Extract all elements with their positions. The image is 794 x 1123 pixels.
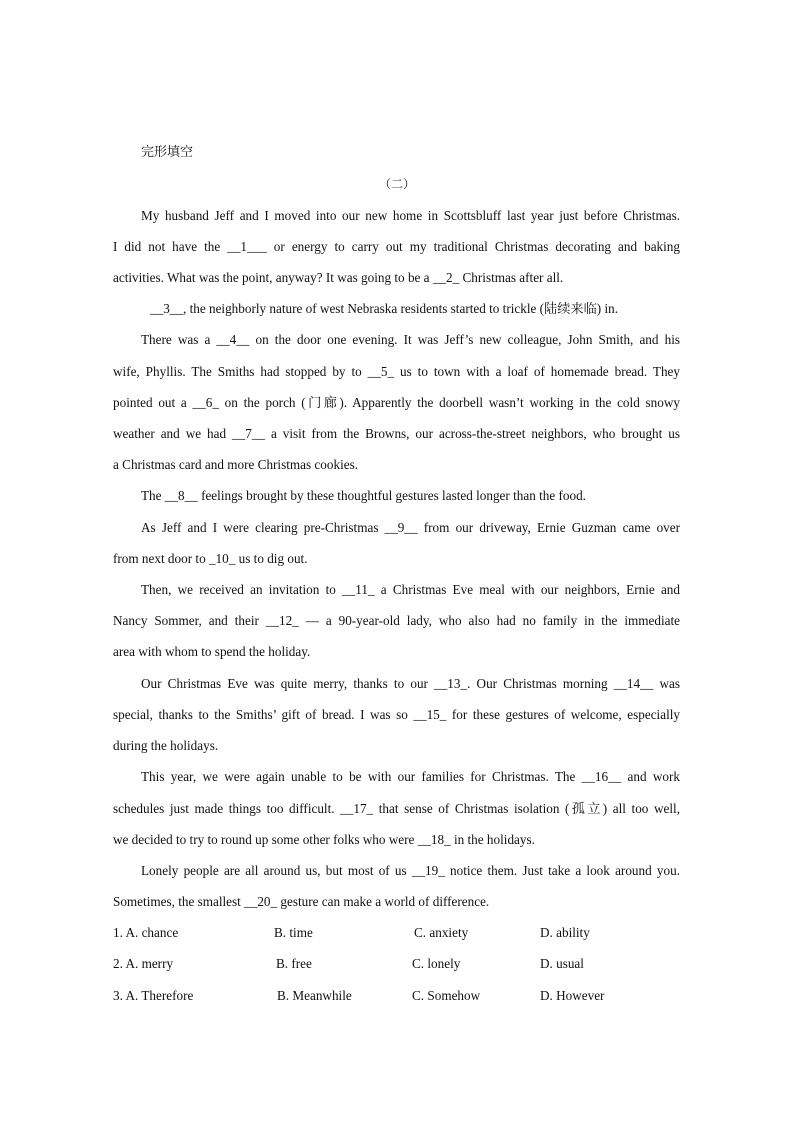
option-c: C. Somehow [412,988,481,1003]
passage-line: The __8__ feelings brought by these thoughtful gestures lasted longer than the food. [141,488,586,503]
passage-line: special, thanks to the Smiths’ gift of bread. I was so __15_ for these gestures of welcome, especially [113,707,680,722]
option-c: C. anxiety [414,925,469,940]
option-d: D. usual [540,956,584,971]
option-a: 1. A. chance [113,925,179,940]
passage-line: Then, we received an invitation to __11_ a Christmas Eve meal with our neighbors, Ernie and [141,582,680,597]
option-d: D. However [540,988,605,1003]
passage-line: My husband Jeff and I moved into our new home in Scottsbluff last year just before Christmas. [141,208,680,223]
passage-line: Sometimes, the smallest __20_ gesture can make a world of difference. [113,894,490,909]
passage-line: __3__, the neighborly nature of west Nebraska residents started to trickle (陆续来临) in. [150,301,619,316]
option-b: B. free [276,956,312,971]
passage-line: Nancy Sommer, and their __12_ — a 90-year-old lady, who also had no family in the immediate [113,613,680,628]
option-c: C. lonely [412,956,461,971]
passage-line: As Jeff and I were clearing pre-Christmas __9__ from our driveway, Ernie Guzman came over [141,520,680,535]
passage-line: from next door to _10_ us to dig out. [113,551,308,566]
passage-line: during the holidays. [113,738,219,753]
passage-line: schedules just made things too difficult. __17_ that sense of Christmas isolation (孤立) all too well, [113,801,680,816]
passage-line: This year, we were again unable to be with our families for Christmas. The __16__ and work [141,769,680,784]
passage-line: wife, Phyllis. The Smiths had stopped by to __5_ us to town with a loaf of homemade bread. They [113,364,680,379]
option-a: 2. A. merry [113,956,174,971]
passage-line: area with whom to spend the holiday. [113,644,311,659]
passage-line: I did not have the __1___ or energy to carry out my traditional Christmas decorating and baking [113,239,680,254]
passage-line: weather and we had __7__ a visit from the Browns, our across-the-street neighbors, who brought us [113,426,680,441]
section-title: 完形填空 [141,145,194,160]
passage-line: we decided to try to round up some other folks who were __18_ in the holidays. [113,832,535,847]
passage-line: Lonely people are all around us, but most of us __19_ notice them. Just take a look around you. [141,863,680,878]
option-b: B. Meanwhile [277,988,352,1003]
option-a: 3. A. Therefore [113,988,194,1003]
passage-line: There was a __4__ on the door one evening. It was Jeff’s new colleague, John Smith, and his [141,332,680,347]
option-d: D. ability [540,925,590,940]
part-label: （二） [378,177,415,191]
option-b: B. time [274,925,313,940]
passage-line: activities. What was the point, anyway? It was going to be a __2_ Christmas after all. [113,270,564,285]
passage-line: Our Christmas Eve was quite merry, thanks to our __13_. Our Christmas morning __14__ was [141,676,680,691]
passage-line: a Christmas card and more Christmas cookies. [113,457,359,472]
passage-line: pointed out a __6_ on the porch (门廊). Apparently the doorbell wasn’t working in the cold snowy [113,395,680,410]
